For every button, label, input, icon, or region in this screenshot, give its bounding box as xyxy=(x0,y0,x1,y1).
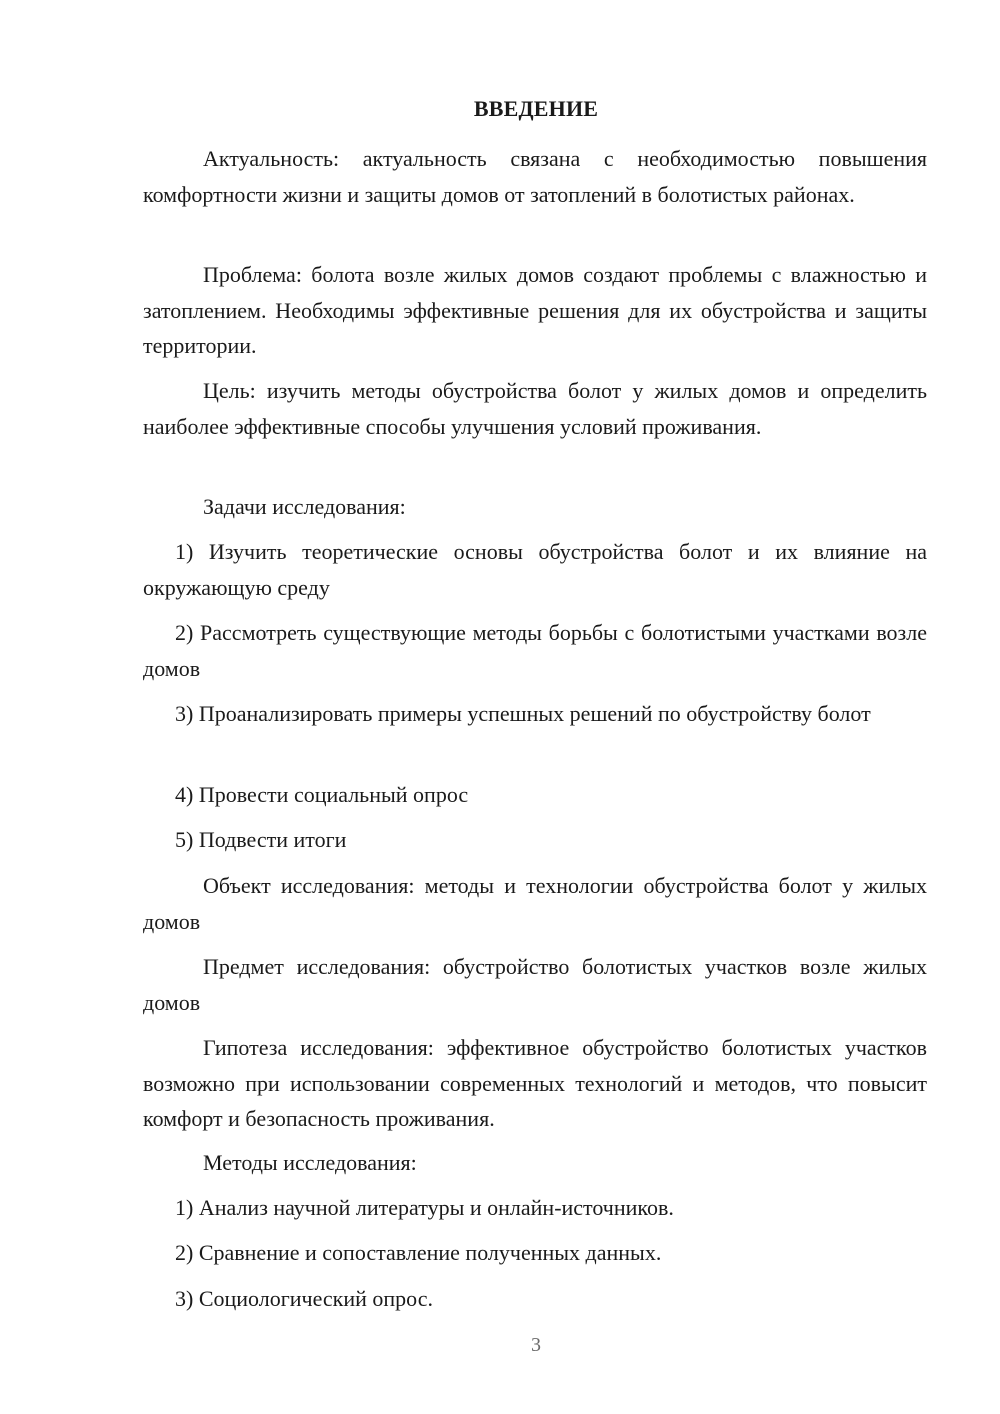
paragraph-object: Объект исследования: методы и технологии обустройства болот у жилых домов xyxy=(143,873,927,934)
paragraph-goal: Цель: изучить методы обустройства болот у жилых домов и определить наиболее эффективные способы улучшения условий проживания. xyxy=(143,378,927,439)
list-item-task-2: 2) Рассмотреть существующие методы борьбы с болотистыми участками возле домов xyxy=(143,620,927,681)
page-number: 3 xyxy=(531,1334,541,1356)
list-item-task-5: 5) Подвести итоги xyxy=(175,827,347,852)
paragraph-problem: Проблема: болота возле жилых домов создают проблемы с влажностью и затоплением. Необходимы эффективные решения для их обустройства и защиты территории. xyxy=(143,262,927,358)
paragraph-tasks-heading: Задачи исследования: xyxy=(203,494,406,519)
list-item-method-2: 2) Сравнение и сопоставление полученных данных. xyxy=(175,1240,662,1265)
paragraph-methods-heading: Методы исследования: xyxy=(203,1150,417,1175)
list-item-method-1: 1) Анализ научной литературы и онлайн-источников. xyxy=(175,1195,674,1220)
list-item-task-4: 4) Провести социальный опрос xyxy=(175,782,469,807)
list-item-task-3: 3) Проанализировать примеры успешных решений по обустройству болот xyxy=(175,701,871,726)
paragraph-relevance: Актуальность: актуальность связана с необходимостью повышения комфортности жизни и защиты домов от затоплений в болотистых районах. xyxy=(143,146,927,207)
section-title: ВВЕДЕНИЕ xyxy=(473,96,599,121)
paragraph-hypothesis: Гипотеза исследования: эффективное обустройство болотистых участков возможно при использовании современных технологий и методов, что повысит комфорт и безопасность проживания. xyxy=(143,1035,927,1131)
list-item-method-3: 3) Социологический опрос. xyxy=(175,1286,433,1311)
list-item-task-1: 1) Изучить теоретические основы обустройства болот и их влияние на окружающую среду xyxy=(143,539,927,600)
paragraph-subject: Предмет исследования: обустройство болотистых участков возле жилых домов xyxy=(143,954,927,1015)
